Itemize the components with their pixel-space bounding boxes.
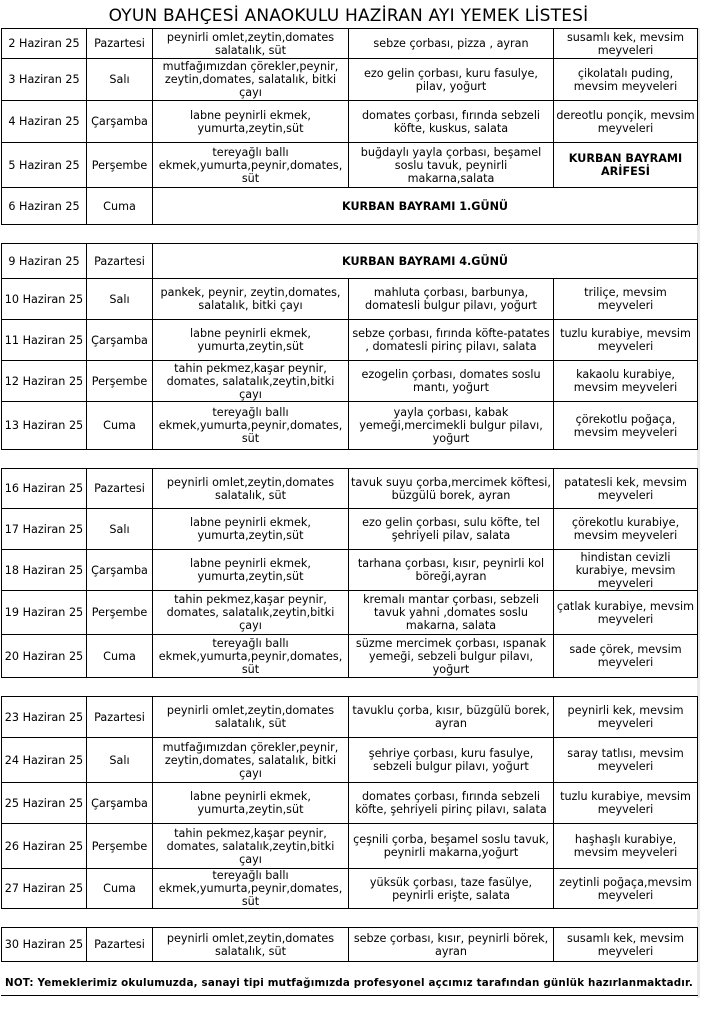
- day-cell: Çarşamba: [87, 783, 153, 824]
- snack-cell: saray tatlısı, mevsim meyveleri: [554, 738, 698, 783]
- week-separator: [2, 909, 698, 928]
- breakfast-cell: labne peynirli ekmek, yumurta,zeytin,süt: [153, 101, 349, 143]
- breakfast-cell: mutfağımızdan çörekler,peynir, zeytin,domates, salatalık, bitki çayı: [153, 738, 349, 783]
- menu-table-body: [2, 29, 698, 962]
- day-cell: Perşembe: [87, 361, 153, 402]
- lunch-cell: domates çorbası, fırında sebzeli köfte, şehriyeli pirinç pilavı, salata: [349, 783, 554, 824]
- menu-row: [2, 550, 698, 591]
- snack-cell: susamlı kek, mevsim meyveleri: [554, 928, 698, 962]
- menu-row: [2, 509, 698, 550]
- date-cell: 30 Haziran 25: [2, 928, 87, 962]
- separator-cell: [2, 450, 698, 469]
- lunch-cell: sebze çorbası, fırında köfte-patates , domatesli pirinç pilavı, salata: [349, 320, 554, 361]
- menu-row: [2, 469, 698, 509]
- week-separator: [2, 678, 698, 697]
- lunch-cell: yüksük çorbası, taze fasülye, peynirli erişte, salata: [349, 869, 554, 909]
- day-cell: Cuma: [87, 188, 153, 225]
- lunch-cell: şehriye çorbası, kuru fasulye, sebzeli bulgur pilavı, yoğurt: [349, 738, 554, 783]
- separator-cell: [2, 909, 698, 928]
- lunch-cell: süzme mercimek çorbası, ıspanak yemeği, sebzeli bulgur pilavı, yoğurt: [349, 635, 554, 678]
- footer-note: NOT: Yemeklerimiz okulumuzda, sanayi tipi mutfağımızda profesyonel açcımız tarafından günlük hazırlanmaktadır.: [5, 977, 693, 989]
- day-cell: Cuma: [87, 869, 153, 909]
- day-cell: Salı: [87, 59, 153, 101]
- breakfast-cell: mutfağımızdan çörekler,peynir, zeytin,domates, salatalık, bitki çayı: [153, 59, 349, 101]
- date-cell: 5 Haziran 25: [2, 143, 87, 188]
- date-cell: 18 Haziran 25: [2, 550, 87, 591]
- menu-row: [2, 361, 698, 402]
- lunch-cell: domates çorbası, fırında sebzeli köfte, kuskus, salata: [349, 101, 554, 143]
- day-cell: Cuma: [87, 402, 153, 450]
- menu-row: [2, 188, 698, 225]
- lunch-cell: sebze çorbası, kısır, peynirli börek, ayran: [349, 928, 554, 962]
- menu-row: [2, 279, 698, 320]
- page-title: OYUN BAHÇESİ ANAOKULU HAZİRAN AYI YEMEK LİSTESİ: [108, 6, 589, 26]
- separator-cell: [2, 678, 698, 697]
- snack-cell: çatlak kurabiye, mevsim meyveleri: [554, 591, 698, 635]
- snack-cell: çörekotlu kurabiye, mevsim meyveleri: [554, 509, 698, 550]
- holiday-cell: KURBAN BAYRAMI 4.GÜNÜ: [153, 244, 698, 279]
- snack-cell: sade çörek, mevsim meyveleri: [554, 635, 698, 678]
- day-cell: Pazartesi: [87, 697, 153, 738]
- date-cell: 27 Haziran 25: [2, 869, 87, 909]
- breakfast-cell: pankek, peynir, zeytin,domates, salatalık, bitki çayı: [153, 279, 349, 320]
- day-cell: Salı: [87, 279, 153, 320]
- breakfast-cell: labne peynirli ekmek, yumurta,zeytin,süt: [153, 509, 349, 550]
- lunch-cell: ezo gelin çorbası, kuru fasulye, pilav, yoğurt: [349, 59, 554, 101]
- menu-row: [2, 869, 698, 909]
- menu-row: [2, 783, 698, 824]
- date-cell: 19 Haziran 25: [2, 591, 87, 635]
- week-separator: [2, 450, 698, 469]
- snack-cell: çikolatalı puding, mevsim meyveleri: [554, 59, 698, 101]
- menu-row: [2, 244, 698, 279]
- day-cell: Çarşamba: [87, 550, 153, 591]
- date-cell: 23 Haziran 25: [2, 697, 87, 738]
- day-cell: Perşembe: [87, 143, 153, 188]
- breakfast-cell: labne peynirli ekmek, yumurta,zeytin,süt: [153, 320, 349, 361]
- date-cell: 17 Haziran 25: [2, 509, 87, 550]
- breakfast-cell: labne peynirli ekmek, yumurta,zeytin,süt: [153, 550, 349, 591]
- separator-cell: [2, 225, 698, 244]
- breakfast-cell: tahin pekmez,kaşar peynir, domates, salatalık,zeytin,bitki çayı: [153, 361, 349, 402]
- menu-row: [2, 143, 698, 188]
- day-cell: Perşembe: [87, 591, 153, 635]
- breakfast-cell: tereyağlı ballı ekmek,yumurta,peynir,domates, süt: [153, 869, 349, 909]
- date-cell: 10 Haziran 25: [2, 279, 87, 320]
- date-cell: 13 Haziran 25: [2, 402, 87, 450]
- holiday-cell: KURBAN BAYRAMI 1.GÜNÜ: [153, 188, 698, 225]
- lunch-cell: mahluta çorbası, barbunya, domatesli bulgur pilavı, yoğurt: [349, 279, 554, 320]
- lunch-cell: tavuk suyu çorba,mercimek köftesi, büzgülü borek, ayran: [349, 469, 554, 509]
- menu-row: [2, 101, 698, 143]
- lunch-cell: ezo gelin çorbası, sulu köfte, tel şehriyeli pilav, salata: [349, 509, 554, 550]
- menu-row: [2, 59, 698, 101]
- date-cell: 4 Haziran 25: [2, 101, 87, 143]
- snack-cell: KURBAN BAYRAMI ARİFESİ: [554, 143, 698, 188]
- snack-cell: hindistan cevizli kurabiye, mevsim meyveleri: [554, 550, 698, 591]
- breakfast-cell: tahin pekmez,kaşar peynir, domates, salatalık,zeytin,bitki çayı: [153, 591, 349, 635]
- day-cell: Pazartesi: [87, 469, 153, 509]
- date-cell: 20 Haziran 25: [2, 635, 87, 678]
- snack-cell: peynirli kek, mevsim meyveleri: [554, 697, 698, 738]
- menu-row: [2, 635, 698, 678]
- date-cell: 11 Haziran 25: [2, 320, 87, 361]
- day-cell: Pazartesi: [87, 29, 153, 59]
- lunch-cell: sebze çorbası, pizza , ayran: [349, 29, 554, 59]
- lunch-cell: çeşnili çorba, beşamel soslu tavuk, peynirli makarna,yoğurt: [349, 824, 554, 869]
- day-cell: Pazartesi: [87, 928, 153, 962]
- day-cell: Cuma: [87, 635, 153, 678]
- snack-cell: çörekotlu poğaça, mevsim meyveleri: [554, 402, 698, 450]
- lunch-cell: ezogelin çorbası, domates soslu mantı, yoğurt: [349, 361, 554, 402]
- day-cell: Çarşamba: [87, 320, 153, 361]
- week-separator: [2, 225, 698, 244]
- snack-cell: triliçe, mevsim meyveleri: [554, 279, 698, 320]
- day-cell: Çarşamba: [87, 101, 153, 143]
- date-cell: 6 Haziran 25: [2, 188, 87, 225]
- date-cell: 16 Haziran 25: [2, 469, 87, 509]
- date-cell: 26 Haziran 25: [2, 824, 87, 869]
- breakfast-cell: peynirli omlet,zeytin,domates salatalık, süt: [153, 697, 349, 738]
- snack-cell: tuzlu kurabiye, mevsim meyveleri: [554, 783, 698, 824]
- breakfast-cell: labne peynirli ekmek, yumurta,zeytin,süt: [153, 783, 349, 824]
- lunch-cell: tarhana çorbası, kısır, peynirli kol böreği,ayran: [349, 550, 554, 591]
- date-cell: 9 Haziran 25: [2, 244, 87, 279]
- snack-cell: patatesli kek, mevsim meyveleri: [554, 469, 698, 509]
- menu-row: [2, 320, 698, 361]
- breakfast-cell: peynirli omlet,zeytin,domates salatalık, süt: [153, 469, 349, 509]
- lunch-cell: buğdaylı yayla çorbası, beşamel soslu tavuk, peynirli makarna,salata: [349, 143, 554, 188]
- breakfast-cell: tereyağlı ballı ekmek,yumurta,peynir,domates, süt: [153, 635, 349, 678]
- breakfast-cell: peynirli omlet,zeytin,domates salatalık, süt: [153, 928, 349, 962]
- date-cell: 24 Haziran 25: [2, 738, 87, 783]
- date-cell: 2 Haziran 25: [2, 29, 87, 59]
- date-cell: 12 Haziran 25: [2, 361, 87, 402]
- menu-row: [2, 824, 698, 869]
- breakfast-cell: tahin pekmez,kaşar peynir, domates, salatalık,zeytin,bitki çayı: [153, 824, 349, 869]
- lunch-cell: tavuklu çorba, kısır, büzgülü borek, ayran: [349, 697, 554, 738]
- breakfast-cell: tereyağlı ballı ekmek,yumurta,peynir,domates, süt: [153, 143, 349, 188]
- menu-row: [2, 738, 698, 783]
- date-cell: 3 Haziran 25: [2, 59, 87, 101]
- snack-cell: zeytinli poğaça,mevsim meyveleri: [554, 869, 698, 909]
- date-cell: 25 Haziran 25: [2, 783, 87, 824]
- snack-cell: dereotlu ponçik, mevsim meyveleri: [554, 101, 698, 143]
- snack-cell: haşhaşlı kurabiye, mevsim meyveleri: [554, 824, 698, 869]
- breakfast-cell: tereyağlı ballı ekmek,yumurta,peynir,domates, süt: [153, 402, 349, 450]
- day-cell: Salı: [87, 738, 153, 783]
- lunch-cell: yayla çorbası, kabak yemeği,mercimekli bulgur pilavı, yoğurt: [349, 402, 554, 450]
- menu-row: [2, 402, 698, 450]
- snack-cell: kakaolu kurabiye, mevsim meyveleri: [554, 361, 698, 402]
- breakfast-cell: peynirli omlet,zeytin,domates salatalık, süt: [153, 29, 349, 59]
- day-cell: Pazartesi: [87, 244, 153, 279]
- menu-row: [2, 928, 698, 962]
- menu-row: [2, 697, 698, 738]
- menu-row: [2, 29, 698, 59]
- snack-cell: tuzlu kurabiye, mevsim meyveleri: [554, 320, 698, 361]
- menu-row: [2, 591, 698, 635]
- snack-cell: susamlı kek, mevsim meyveleri: [554, 29, 698, 59]
- lunch-cell: kremalı mantar çorbası, sebzeli tavuk yahni ,domates soslu makarna, salata: [349, 591, 554, 635]
- bottom-divider: [1, 995, 698, 996]
- menu-table: [1, 28, 698, 962]
- day-cell: Salı: [87, 509, 153, 550]
- day-cell: Perşembe: [87, 824, 153, 869]
